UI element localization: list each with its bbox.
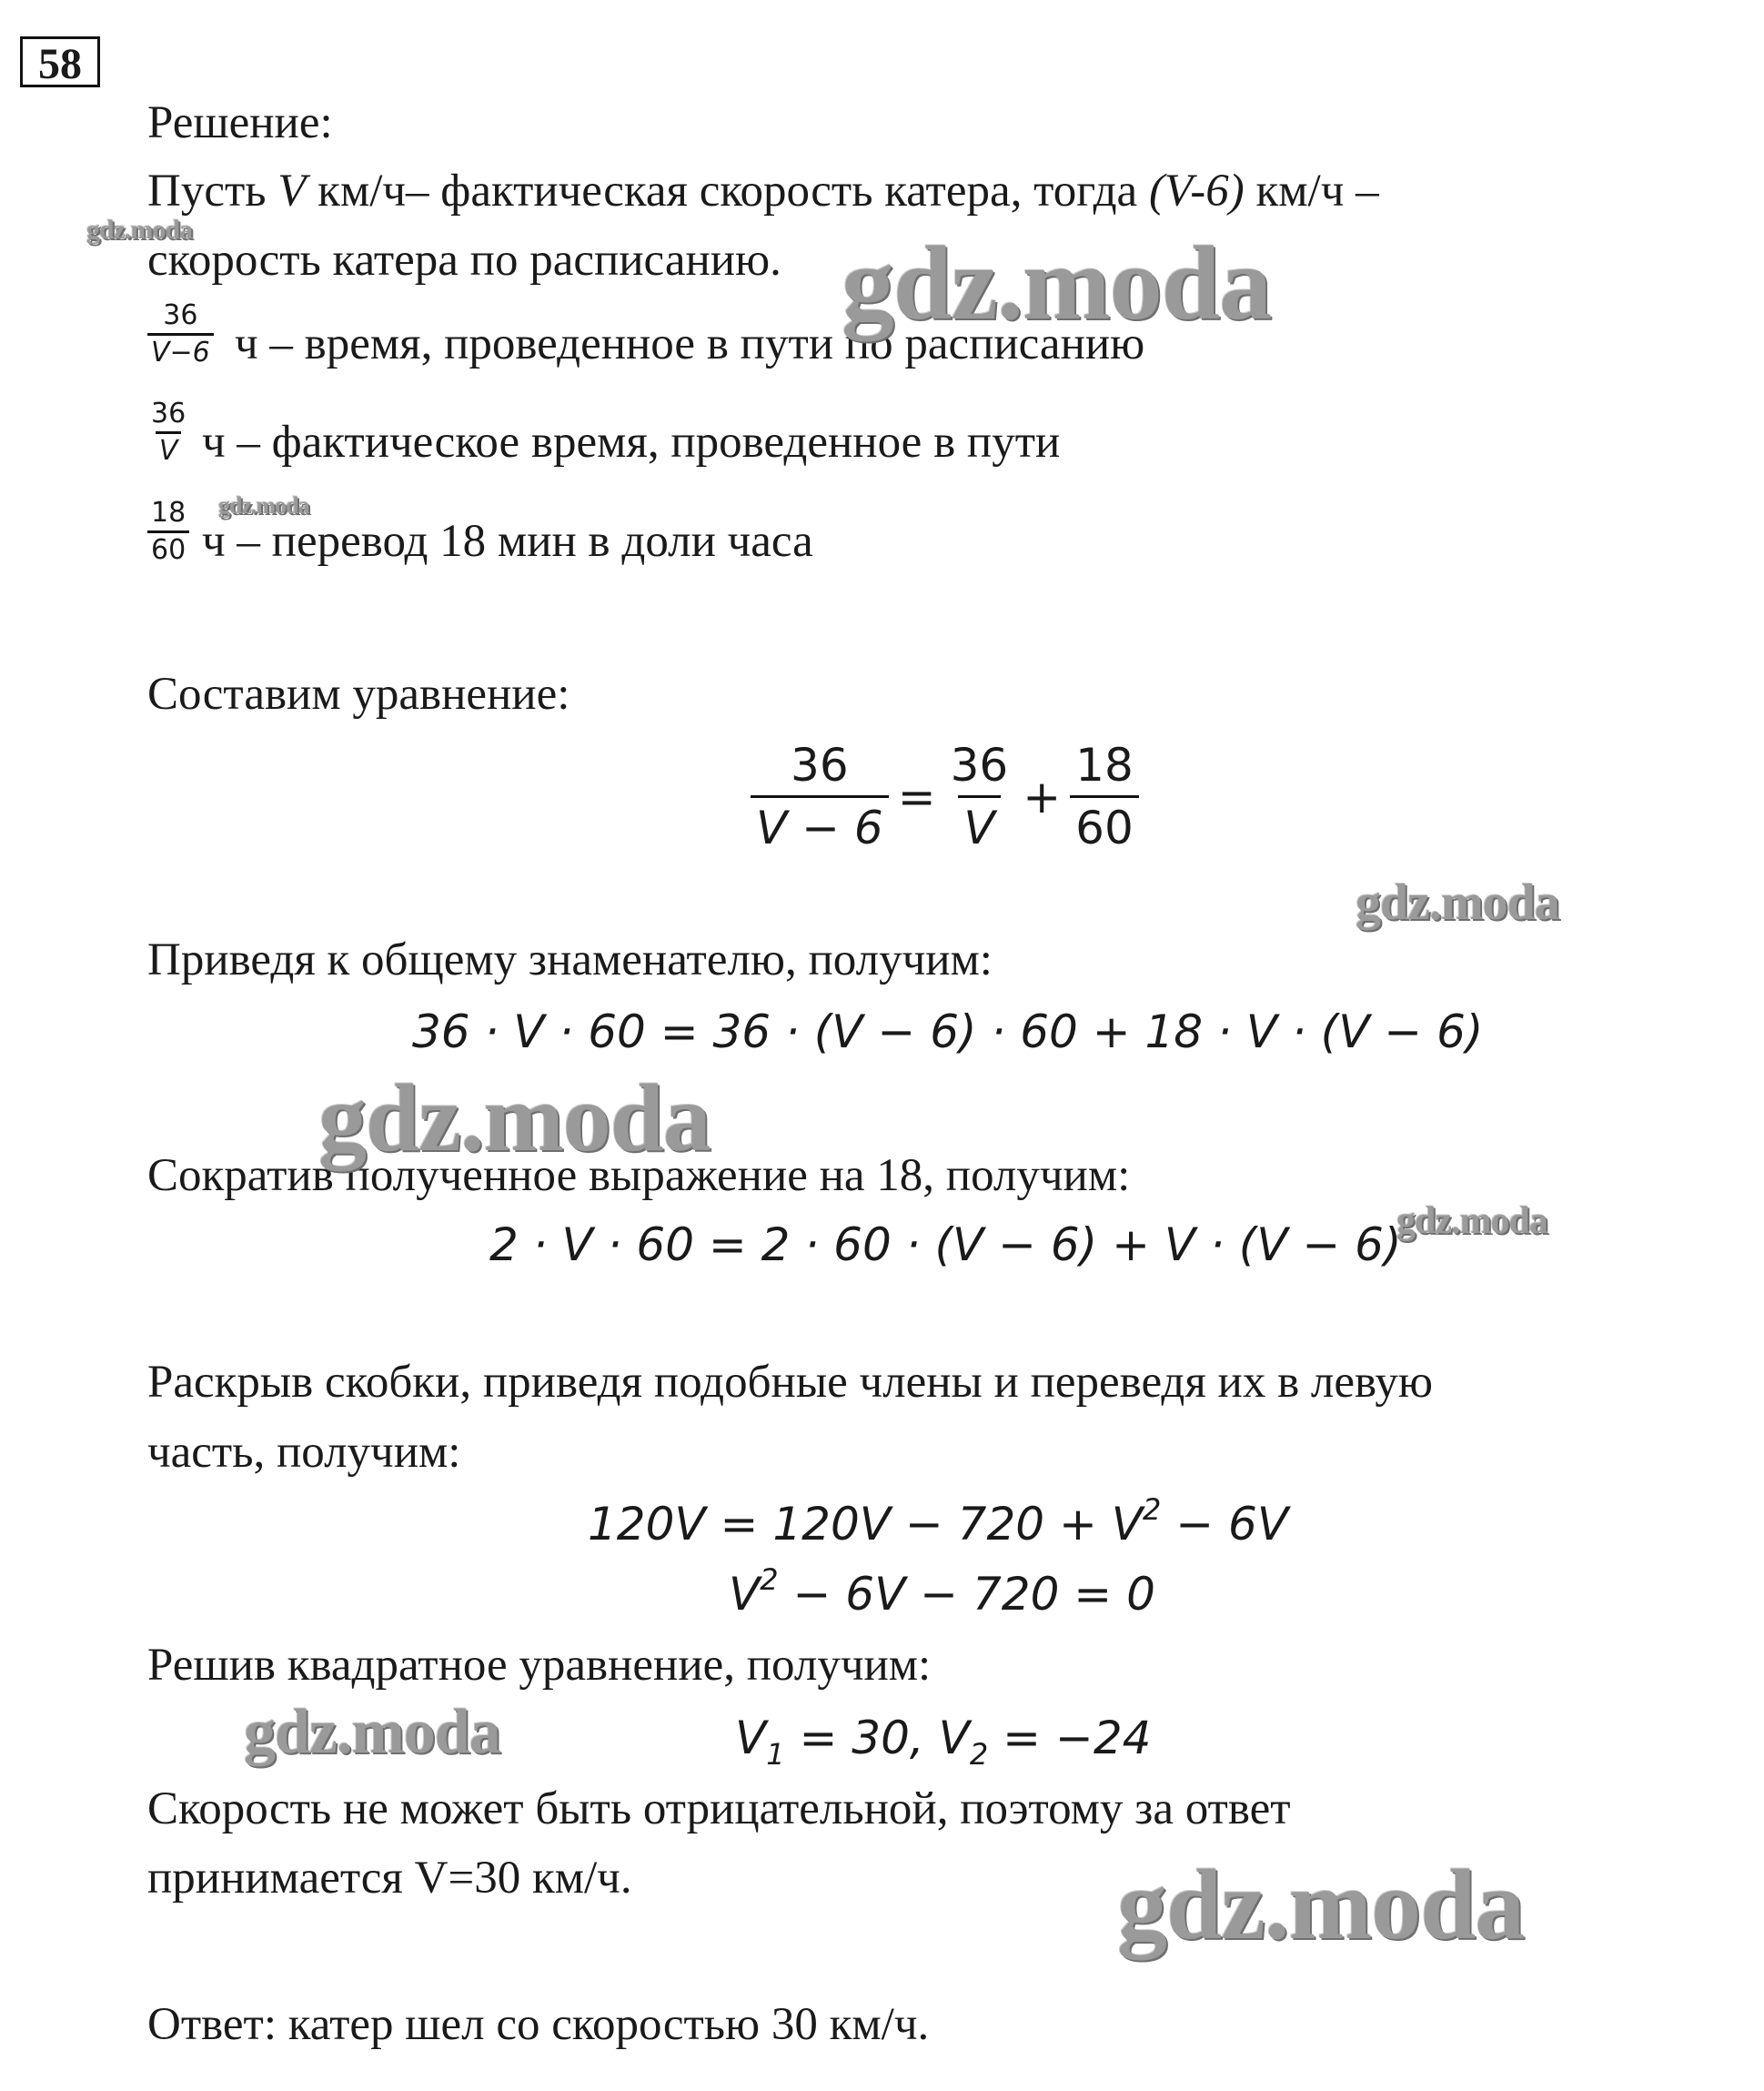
watermark: gdz.moda [1117,1849,1525,1960]
root1-var: V [735,1712,767,1764]
equation-quadratic [729,1562,1155,1621]
eq1-f3-den: 60 [1070,795,1139,858]
eq4-exponent: 2 [1142,1492,1162,1527]
eq1-plus: + [1023,770,1062,823]
root2-index: 2 [969,1737,989,1772]
conclusion-line-2: принимается V=30 км/ч. [147,1853,632,1904]
fraction-schedule-time [147,298,214,370]
fraction-numerator: 36 [151,398,186,429]
intro-expr: (V-6) [1148,166,1245,217]
fraction-desc-schedule: ч – время, проведенное в пути по расписанию [235,318,1145,369]
watermark: gdz.moda [86,215,193,245]
eq1-f1-den: V − 6 [751,795,889,858]
answer: Ответ: катер шел со скоростью 30 км/ч. [147,1999,930,2050]
eq1-fraction-2 [945,735,1014,858]
root1-value: = 30, [784,1712,939,1764]
expand-label-2: часть, получим: [147,1427,461,1478]
fraction-desc-minutes: ч – перевод 18 мин в доли часа [202,516,813,567]
watermark: gdz.moda [244,1697,500,1767]
eq1-equals: = [897,770,936,823]
common-denominator-label: Приведя к общему знаменателю, получим: [147,934,993,985]
eq5-part-a: V [729,1568,761,1621]
root1-index: 1 [766,1737,785,1772]
equation-simplified [588,1492,1289,1551]
problem-number: 58 [20,36,100,87]
eq1-f2-num: 36 [950,739,1009,792]
solution-heading: Решение: [147,97,333,148]
fraction-numerator: 18 [151,497,186,529]
eq4-part-b: − 6V [1161,1498,1289,1551]
watermark: gdz.moda [318,1065,711,1171]
fraction-denominator: V [156,431,182,469]
quadratic-label: Решив квадратное уравнение, получим: [147,1640,932,1691]
fraction-numerator: 36 [163,299,198,331]
intro-text-a: Пусть [147,166,278,217]
intro-text-c: км/ч – [1244,166,1379,217]
equation-roots [735,1711,1152,1772]
equation-main [751,735,1139,858]
fraction-denominator: 60 [147,530,189,568]
equation-reduced: 2 · V · 60 = 2 · 60 · (V − 6) + V · (V − 6) [489,1218,1402,1271]
eq5-exponent: 2 [760,1562,779,1597]
eq1-f2-den: V [958,795,1000,858]
eq1-f3-num: 18 [1075,739,1134,792]
intro-var-v: V [277,166,307,217]
eq5-part-b: − 6V − 720 = 0 [778,1568,1155,1621]
compose-label: Составим уравнение: [147,669,570,720]
fraction-actual-time [147,397,189,469]
eq1-fraction-1 [751,735,889,858]
root2-var: V [938,1712,970,1764]
reduce-label: Сократив полученное выражение на 18, получим: [147,1150,1131,1201]
watermark: gdz.moda [1396,1200,1547,1242]
fraction-denominator: V−6 [147,333,214,370]
conclusion-line-1: Скорость не может быть отрицательной, поэтому за ответ [147,1783,1291,1834]
intro-text-b: км/ч– фактическая скорость катера, тогда [306,166,1149,217]
expand-label-1: Раскрыв скобки, приведя подобные члены и переведя их в левую [147,1357,1433,1408]
fraction-desc-actual: ч – фактическое время, проведенное в пути [202,417,1061,468]
eq1-fraction-3 [1070,735,1139,858]
intro-line-1 [147,164,1379,218]
eq1-f1-num: 36 [791,739,849,792]
fraction-minutes [147,496,189,568]
equation-expanded: 36 · V · 60 = 36 · (V − 6) · 60 + 18 · V · (V − 6) [412,1005,1484,1058]
root2-value: = −24 [988,1712,1152,1764]
watermark: gdz.moda [218,492,309,519]
watermark: gdz.moda [1356,874,1559,931]
intro-line-2: скорость катера по расписанию. [147,235,781,286]
eq4-part-a: 120V = 120V − 720 + V [588,1498,1143,1551]
watermark: gdz.moda [842,226,1272,342]
